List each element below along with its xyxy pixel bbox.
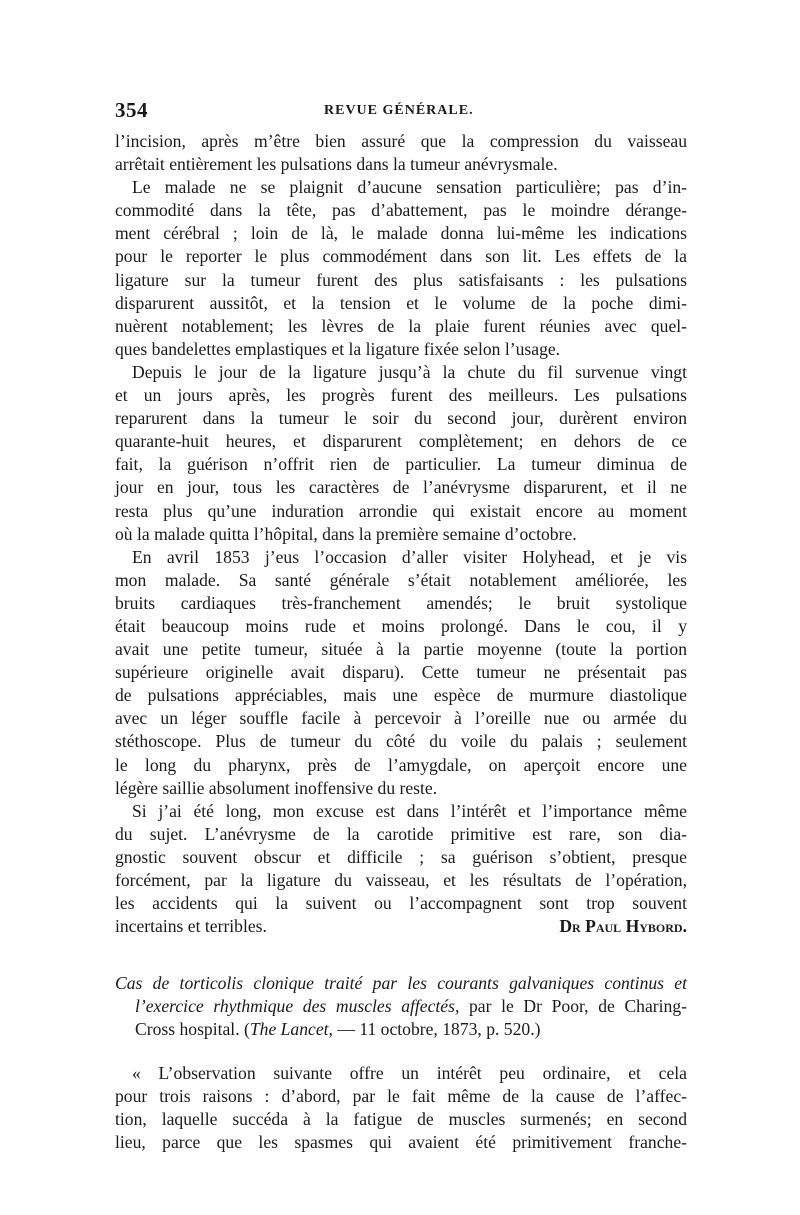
text-line: l’incision, après m’être bien assuré que la compression du vaisseau: [115, 131, 687, 151]
text-line: fait, la guérison n’offrit rien de particulier. La tumeur diminua de: [115, 454, 687, 475]
section-gap: [115, 1042, 687, 1062]
text-line: où la malade quitta l’hôpital, dans la première semaine d’octobre.: [115, 523, 577, 544]
text-line: avait une petite tumeur, située à la partie moyenne (toute la portion: [115, 639, 687, 660]
text-line: légère saillie absolument inoffensive du reste.: [115, 777, 438, 798]
title-source: Cross hospital. (: [135, 1019, 250, 1040]
paragraph-5: [115, 800, 687, 939]
paragraph-4: [115, 546, 687, 800]
text-line: mon malade. Sa santé générale s’était notablement améliorée, les: [115, 569, 687, 590]
paragraph-3: [115, 361, 687, 546]
text-line: commodité dans la tête, pas d’abattement, pas le moindre dérange-: [115, 200, 687, 221]
title-author: par le Dr Poor, de Charing-: [459, 996, 687, 1017]
text-line: quarante-huit heures, et disparurent complètement; en dehors de ce: [115, 431, 687, 452]
text-line: ment cérébral ; loin de là, le malade donna lui-même les indications: [115, 223, 687, 244]
running-head: [115, 98, 687, 130]
text-line: pour trois raisons : d’abord, par le fait même de la cause de l’affec-: [115, 1085, 687, 1106]
page: [115, 98, 687, 1154]
article-paragraph: [115, 1062, 687, 1154]
text-line: Si j’ai été long, mon excuse est dans l’intérêt et l’importance même: [132, 800, 687, 821]
text-line: nuèrent notablement; les lèvres de la plaie furent réunies avec quel-: [115, 315, 687, 336]
text-line: forcément, par la ligature du vaisseau, et les résultats de l’opération,: [115, 870, 687, 890]
citation-date: — 11 octobre, 1873, p. 520.): [332, 1019, 541, 1040]
paragraph-2: [115, 176, 687, 361]
text-line: Le malade ne se plaignit d’aucune sensation particulière; pas d’in-: [132, 177, 687, 198]
signature-line: [115, 915, 687, 938]
closing-text: incertains et terribles.: [115, 916, 267, 937]
text-line: et un jours après, les progrès furent des meilleurs. Les pulsations: [115, 385, 687, 406]
text-line: jour en jour, tous les caractères de l’anévrysme disparurent, et il ne: [115, 477, 687, 498]
journal-name: The Lancet,: [249, 1019, 333, 1040]
title-italic: l’exercice rhythmique des muscles affectés,: [135, 996, 460, 1017]
text-line: tion, laquelle succéda à la fatigue de muscles surmenés; en second: [115, 1108, 687, 1129]
text-line: En avril 1853 j’eus l’occasion d’aller visiter Holyhead, et je vis: [132, 546, 687, 567]
title-line: Cas de torticolis clonique traité par les courants galvaniques continus et: [115, 973, 687, 994]
text-line: resta plus qu’une induration arrondie qui existait encore au moment: [115, 500, 687, 521]
text-line: pour le reporter le plus commodément dans son lit. Les effets de la: [115, 246, 687, 267]
title-line: [115, 1018, 687, 1041]
author-signature: Dr Paul Hybord.: [559, 916, 687, 937]
text-line: était beaucoup moins rude et moins prolongé. Dans le cou, il y: [115, 615, 687, 636]
text-line: les accidents qui la suivent ou l’accompagnent sont trop souvent: [115, 893, 687, 914]
section-gap: [115, 938, 687, 972]
text-line: arrêtait entièrement les pulsations dans la tumeur anévrysmale.: [115, 154, 558, 175]
text-line: de pulsations appréciables, mais une espèce de murmure diastolique: [115, 685, 687, 706]
page-number: 354: [115, 98, 148, 122]
text-line: stéthoscope. Plus de tumeur du côté du voile du palais ; seulement: [115, 731, 687, 752]
text-line: ligature sur la tumeur furent des plus satisfaisants : les pulsations: [115, 269, 687, 290]
text-line: avec un léger souffle facile à percevoir à l’oreille nue ou armée du: [115, 708, 687, 729]
text-line: Depuis le jour de la ligature jusqu’à la chute du fil survenue vingt: [132, 361, 687, 382]
text-line: le long du pharynx, près de l’amygdale, on aperçoit encore une: [115, 754, 687, 775]
text-line: « L’observation suivante offre un intérêt peu ordinaire, et cela: [132, 1062, 687, 1083]
title-line: [115, 995, 687, 1018]
text-line: lieu, parce que les spasmes qui avaient été primitivement franche-: [115, 1131, 687, 1152]
text-line: reparurent dans la tumeur le soir du second jour, durèrent environ: [115, 408, 687, 429]
paragraph-1: [115, 130, 687, 176]
article-title: [115, 972, 687, 1041]
text-line: supérieure originelle avait disparu). Cette tumeur ne présentait pas: [115, 662, 687, 683]
text-line: du sujet. L’anévrysme de la carotide primitive est rare, son dia-: [115, 823, 687, 844]
running-title: REVUE GÉNÉRALE.: [324, 103, 474, 118]
text-line: gnostic souvent obscur et difficile ; sa guérison s’obtient, presque: [115, 846, 687, 867]
text-line: disparurent aussitôt, et la tension et le volume de la poche dimi-: [115, 292, 687, 313]
text-line: ques bandelettes emplastiques et la ligature fixée selon l’usage.: [115, 338, 561, 359]
text-line: bruits cardiaques très-franchement amendés; le bruit systolique: [115, 592, 687, 613]
